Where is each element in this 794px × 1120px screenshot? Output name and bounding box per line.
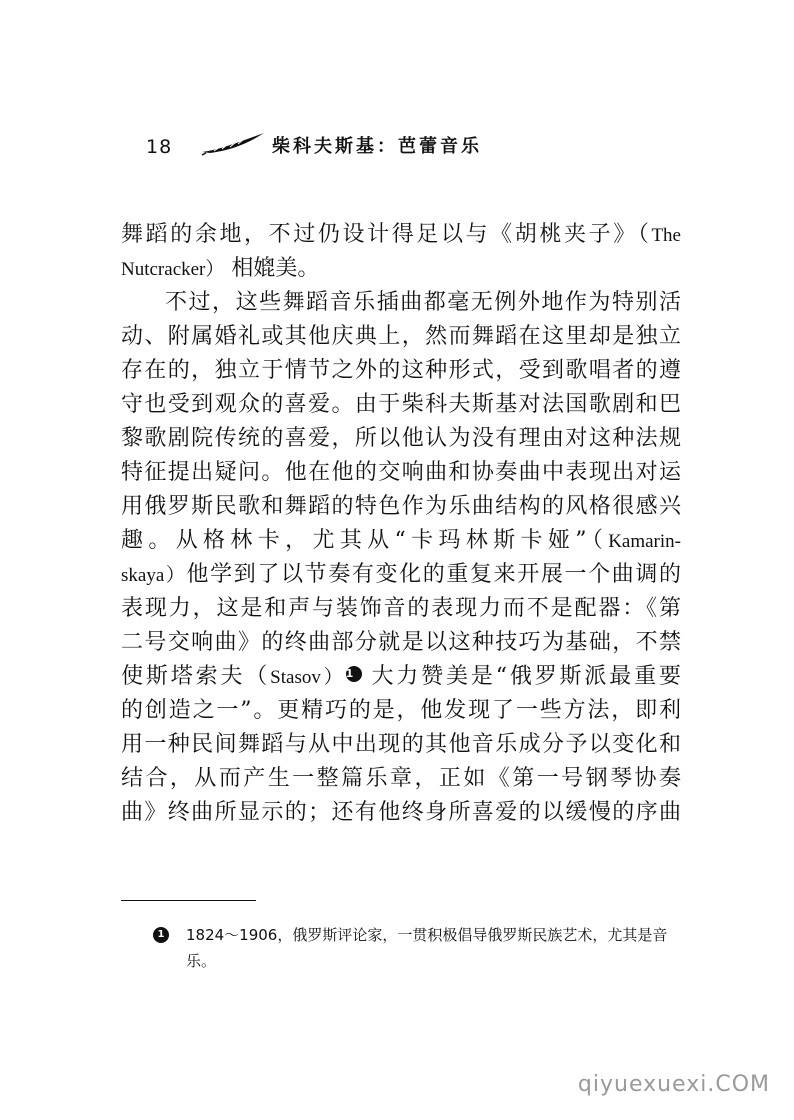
text-line: Nutcracker） 相媲美。 [121, 256, 320, 281]
page-number: 18 [146, 136, 173, 158]
latin-term: Stasov） [270, 667, 346, 688]
text-line: 不过，这些舞蹈音乐插曲都毫无例外地作为特别活 [165, 290, 681, 315]
text-line: 守也受到观众的喜爱。由于柴科夫斯基对法国歌剧和巴 [121, 392, 681, 417]
running-title: 柴科夫斯基：芭蕾音乐 [272, 136, 482, 157]
text-line: 趣。从格林卡，尤其从“卡玛林斯卡娅”（Kamarin- [121, 528, 681, 553]
text-line: skaya）他学到了以节奏有变化的重复来开展一个曲调的 [121, 562, 681, 587]
text-line: 存在的，独立于情节之外的这种形式，受到歌唱者的遵 [121, 358, 681, 383]
latin-term: skaya） [121, 565, 187, 586]
text-line: 动、附属婚礼或其他庆典上，然而舞蹈在这里却是独立 [121, 324, 681, 349]
latin-term: The [651, 225, 681, 246]
page-header [146, 126, 566, 166]
quill-ornament-icon [200, 130, 266, 156]
text-line: 二号交响曲》的终曲部分就是以这种技巧为基础，不禁 [121, 630, 681, 655]
text-line: 结合，从而产生一整篇乐章，正如《第一号钢琴协奏 [121, 766, 681, 791]
footnote-text: 1824～1906，俄罗斯评论家，一贯积极倡导俄罗斯民族艺术，尤其是音乐。 [186, 926, 668, 970]
footnote-divider [121, 900, 256, 901]
text-line: 使斯塔索夫（Stasov）1 大力赞美是“俄罗斯派最重要 [121, 664, 681, 689]
footnote-marker-icon[interactable]: 1 [346, 666, 362, 682]
text-line: 舞蹈的余地，不过仍设计得足以与《胡桃夹子》（The [121, 222, 681, 247]
watermark: qiyuexuexi.COM [577, 1072, 770, 1097]
text-line: 用俄罗斯民歌和舞蹈的特色作为乐曲结构的风格很感兴 [121, 494, 681, 519]
text-line: 的创造之一”。更精巧的是，他发现了一些方法，即利 [121, 698, 681, 723]
body-text [121, 218, 681, 830]
text-line: 用一种民间舞蹈与从中出现的其他音乐成分予以变化和 [121, 732, 681, 757]
footnote-number-icon: 1 [153, 927, 169, 943]
latin-term: Kamarin- [608, 531, 681, 552]
text-line: 黎歌剧院传统的喜爱，所以他认为没有理由对这种法规 [121, 426, 681, 451]
latin-term: Nutcracker） [121, 259, 225, 280]
footnote [153, 922, 683, 974]
text-line: 表现力，这是和声与装饰音的表现力而不是配器：《第 [121, 596, 681, 621]
text-line: 曲》终曲所显示的；还有他终身所喜爱的以缓慢的序曲 [121, 800, 681, 825]
text-line: 特征提出疑问。他在他的交响曲和协奏曲中表现出对运 [121, 460, 681, 485]
